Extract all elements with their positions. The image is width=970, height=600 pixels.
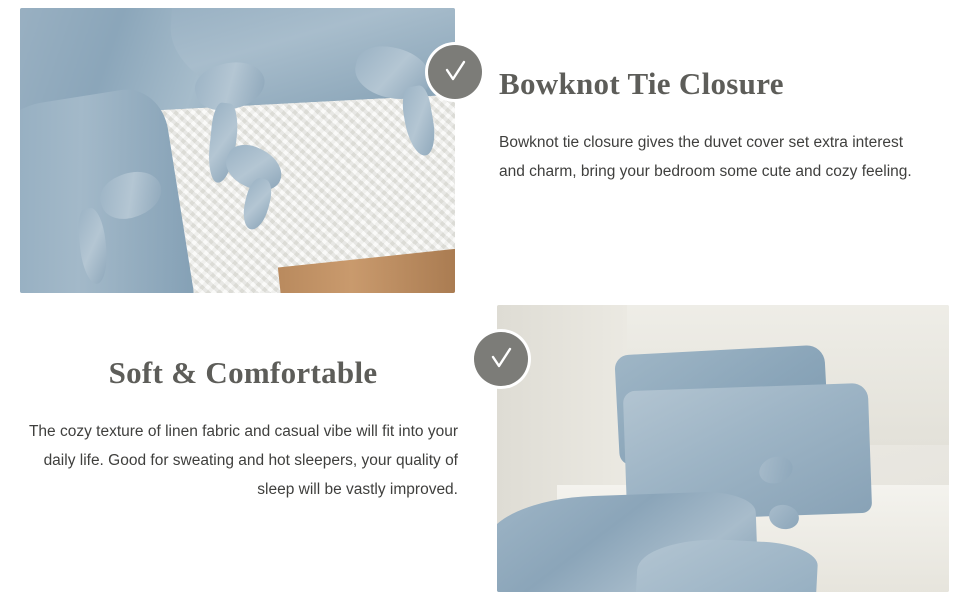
feature-heading-bowknot: Bowknot Tie Closure — [499, 66, 784, 101]
feature-text-bowknot — [499, 66, 931, 186]
feature-body-bowknot: Bowknot tie closure gives the duvet cover set extra interest and charm, bring your bedroom some cute and cozy feeling. — [499, 134, 912, 180]
feature-body-soft-comfortable: The cozy texture of linen fabric and casual vibe will fit into your daily life. Good for sweating and hot sleepers, your quality of sleep will be vastly improved. — [28, 423, 458, 498]
feature-heading-soft-comfortable: Soft & Comfortable — [108, 355, 378, 390]
check-icon — [440, 57, 470, 87]
product-image-bed-pillows — [497, 305, 949, 592]
product-image-bowknot-ties — [20, 8, 455, 293]
check-badge-soft-comfortable — [474, 332, 528, 386]
feature-text-soft-comfortable — [28, 355, 458, 504]
check-badge-bowknot — [428, 45, 482, 99]
check-icon — [486, 344, 516, 374]
